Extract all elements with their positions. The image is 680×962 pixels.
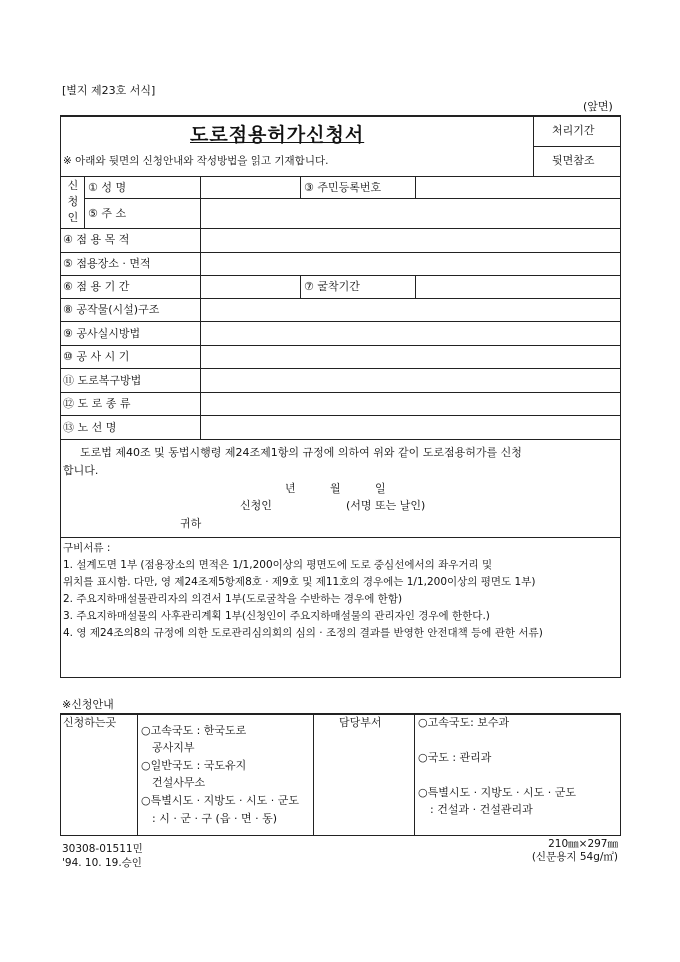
where-expressway-line-1: ○고속국도 : 한국도로	[141, 724, 247, 737]
guide-heading: ※신청안내	[62, 698, 114, 711]
method-label: ⑨ 공사실시방법	[63, 327, 141, 340]
road-type-label: ⑫ 도 로 종 류	[63, 397, 131, 410]
documents-heading: 구비서류 :	[63, 542, 111, 554]
date-year: 년	[285, 482, 296, 495]
excavation-period-label: ⑦ 굴착기간	[304, 280, 360, 293]
dept-local-road-line-1: ○특별시도 · 지방도 · 시도 · 군도	[418, 786, 576, 799]
construction-period-label: ⑩ 공 사 시 기	[63, 350, 130, 363]
where-national-road-line-1: ○일반국도 : 국도유지	[141, 759, 247, 772]
document-item-1-line-2: 위치를 표시함. 다만, 영 제24조제5항제8호 · 제9호 및 제11호의 경우에는 1/1,200이상의 평면도 1부)	[63, 576, 536, 588]
processing-period-value: 뒷면참조	[552, 154, 595, 167]
processing-period-label: 처리기간	[552, 124, 595, 137]
place-area-label: ⑤ 점용장소 · 면적	[63, 257, 151, 270]
date-day: 일	[375, 482, 386, 495]
paper-size: 210㎜×297㎜	[548, 838, 618, 850]
restoration-method-label: ⑪ 도로복구방법	[63, 374, 142, 387]
document-item-4: 4. 영 제24조의8의 규정에 의한 도로관리심의회의 심의 · 조정의 결과를 반영한 안전대책 등에 관한 서류)	[63, 627, 543, 639]
form-notice: ※ 아래와 뒷면의 신청안내와 작성방법을 읽고 기재합니다.	[63, 155, 329, 167]
form-number: [별지 제23호 서식]	[62, 84, 156, 97]
name-label: ① 성 명	[88, 181, 127, 194]
approval-date: '94. 10. 19.승인	[62, 857, 142, 869]
where-national-road-line-2: 건설사무소	[152, 776, 206, 789]
date-month: 월	[330, 482, 341, 495]
where-local-road-line-2: : 시 · 군 · 구 (읍 · 면 · 동)	[152, 812, 277, 825]
document-item-1-line-1: 1. 설계도면 1부 (점용장소의 면적은 1/1,200이상의 평면도에 도로 중심선에서의 좌우거리 및	[63, 559, 493, 571]
front-side-label: (앞면)	[583, 100, 613, 113]
dept-expressway: ○고속국도: 보수과	[418, 716, 510, 729]
route-name-label: ⑬ 노 선 명	[63, 421, 117, 434]
dept-national-road: ○국도 : 관리과	[418, 751, 492, 764]
where-expressway-line-2: 공사지부	[152, 741, 195, 754]
resident-number-label: ③ 주민등록번호	[304, 181, 382, 194]
declaration-line-1: 도로법 제40조 및 동법시행령 제24조제1항의 규정에 의하여 위와 같이 도로점용허가를 신청	[80, 446, 522, 459]
department-label: 담당부서	[339, 716, 382, 729]
applicant-sign-label: 신청인	[240, 499, 272, 512]
document-item-3: 3. 주요지하매설물의 사후관리계획 1부(신청인이 주요지하매설물의 관리자인 경우에 한한다.)	[63, 610, 490, 622]
form-title: 도로점용허가신청서	[190, 124, 365, 146]
form-code: 30308-01511민	[62, 843, 143, 855]
applicant-group-label: 신 청 인	[67, 179, 79, 224]
purpose-label: ④ 점 용 목 적	[63, 233, 130, 246]
occupancy-period-label: ⑥ 점 용 기 간	[63, 280, 130, 293]
address-label: ⑤ 주 소	[88, 207, 127, 220]
declaration-line-2: 합니다.	[63, 464, 99, 477]
where-local-road-line-1: ○특별시도 · 지방도 · 시도 · 군도	[141, 794, 299, 807]
sign-or-seal-label: (서명 또는 날인)	[346, 499, 426, 512]
recipient-label: 귀하	[180, 517, 202, 530]
structure-label: ⑧ 공작물(시설)구조	[63, 303, 160, 316]
dept-local-road-line-2: : 건설과 · 건설관리과	[430, 803, 533, 816]
paper-type: (신문용지 54g/㎡)	[531, 851, 618, 863]
document-item-2: 2. 주요지하매설물관리자의 의견서 1부(도로굴착을 수반하는 경우에 한함)	[63, 593, 403, 605]
where-to-apply-label: 신청하는곳	[63, 716, 117, 729]
